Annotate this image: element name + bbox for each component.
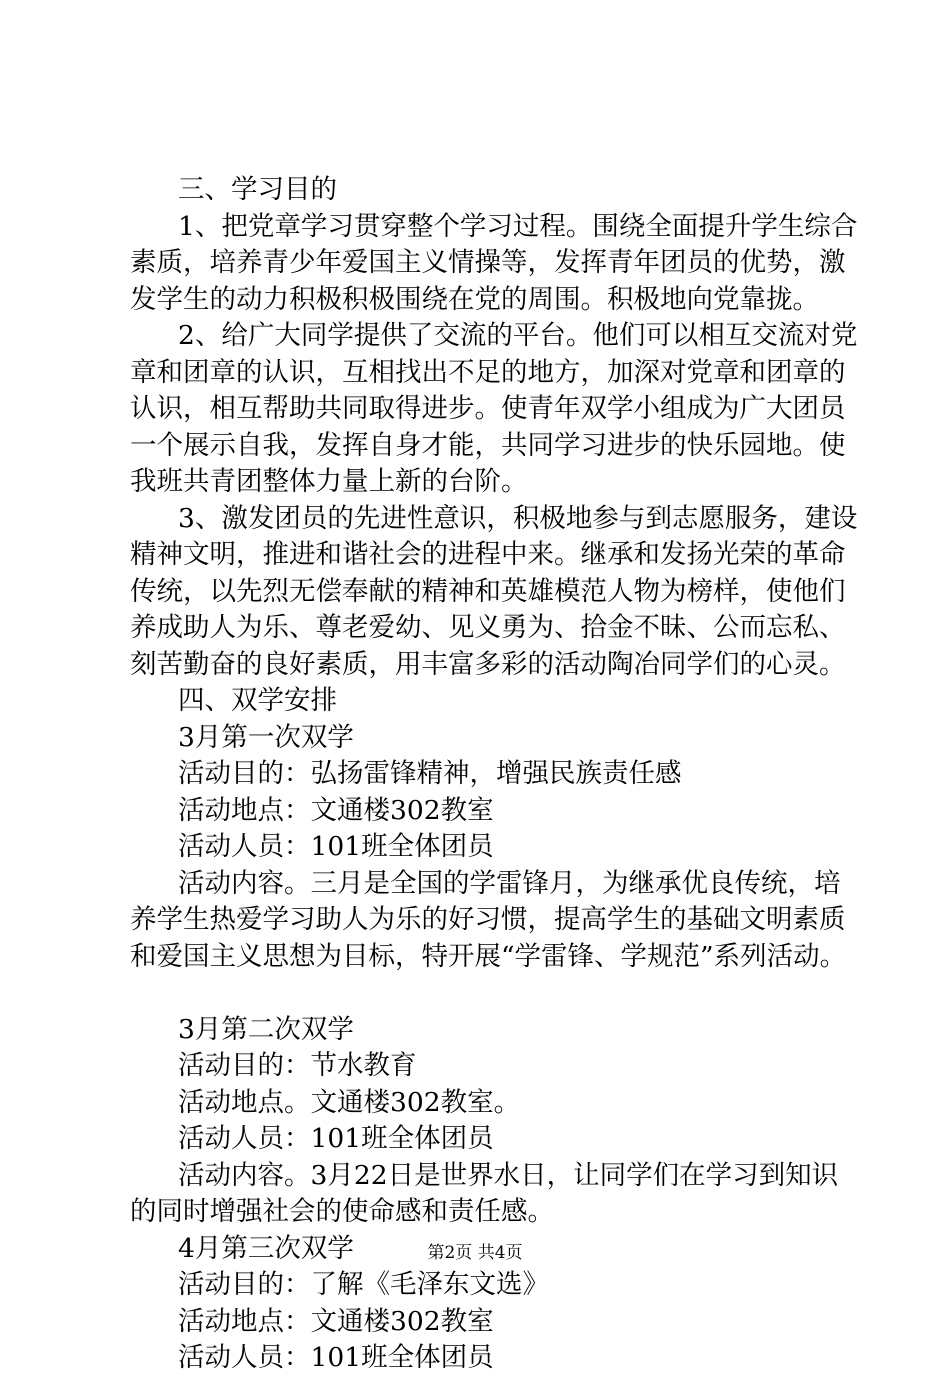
doc-line: 章和团章的认识，互相找出不足的地方，加深对党章和团章的 [130, 356, 846, 388]
doc-line: 活动目的：节水教育 [178, 1050, 417, 1081]
doc-line: 3月第一次双学 [178, 721, 354, 753]
doc-line: 精神文明，推进和谐社会的进程中来。继承和发扬光荣的革命 [130, 539, 846, 570]
document-body [130, 172, 858, 1377]
doc-line: 活动地点。文通楼302教室。 [178, 1086, 521, 1118]
doc-line: 活动人员：101班全体团员 [178, 831, 494, 862]
section-heading: 四、双学安排 [178, 685, 337, 716]
doc-line: 的同时增强社会的使命感和责任感。 [130, 1196, 554, 1227]
doc-line: 发学生的动力积极积极围绕在党的周围。积极地向党靠拢。 [130, 283, 819, 315]
doc-line: 活动人员：101班全体团员 [178, 1342, 494, 1373]
doc-line: 三、学习目的 [178, 174, 337, 205]
doc-line: 活动内容。3月22日是世界水日，让同学们在学习到知识 [178, 1159, 839, 1191]
doc-line: 活动内容。三月是全国的学雷锋月，为继承优良传统，培 [178, 867, 841, 899]
doc-line: 活动目的：弘扬雷锋精神，增强民族责任感 [178, 758, 682, 789]
doc-line: 4月第三次双学 [178, 1232, 354, 1264]
doc-line: 认识，相互帮助共同取得进步。使青年双学小组成为广大团员 [130, 393, 846, 424]
doc-line: 活动地点：文通楼302教室 [178, 1305, 494, 1337]
doc-line: 活动人员：101班全体团员 [178, 1123, 494, 1154]
doc-line: 活动地点：文通楼302教室 [178, 794, 494, 826]
page-footer: 第2页 共4页 [427, 1243, 523, 1263]
doc-line: 和爱国主义思想为目标，特开展“学雷锋、学规范”系列活动。 [130, 940, 847, 972]
doc-line: 3月第二次双学 [178, 1013, 354, 1045]
doc-line: 2、给广大同学提供了交流的平台。他们可以相互交流对党 [178, 320, 858, 351]
doc-line: 3、激发团员的先进性意识，积极地参与到志愿服务，建设 [178, 502, 858, 534]
doc-line: 刻苦勤奋的良好素质，用丰富多彩的活动陶冶同学们的心灵。 [130, 648, 846, 680]
doc-line: 一个展示自我，发挥自身才能，共同学习进步的快乐园地。使 [130, 429, 846, 461]
doc-line: 1、把党章学习贯穿整个学习过程。围绕全面提升学生综合 [178, 210, 858, 242]
blank-line [130, 975, 850, 1012]
doc-line: 养成助人为乐、尊老爱幼、见义勇为、拾金不昧、公而忘私、 [130, 612, 846, 643]
doc-line: 我班共青团整体力量上新的台阶。 [130, 466, 528, 497]
doc-line: 活动目的：了解《毛泽东文选》 [178, 1269, 549, 1300]
doc-line: 传统，以先烈无偿奉献的精神和英雄模范人物为榜样，使他们 [130, 575, 846, 607]
doc-line: 素质，培养青少年爱国主义情操等，发挥青年团员的优势，激 [130, 247, 846, 278]
doc-line: 养学生热爱学习助人为乐的好习惯，提高学生的基础文明素质 [130, 904, 846, 935]
